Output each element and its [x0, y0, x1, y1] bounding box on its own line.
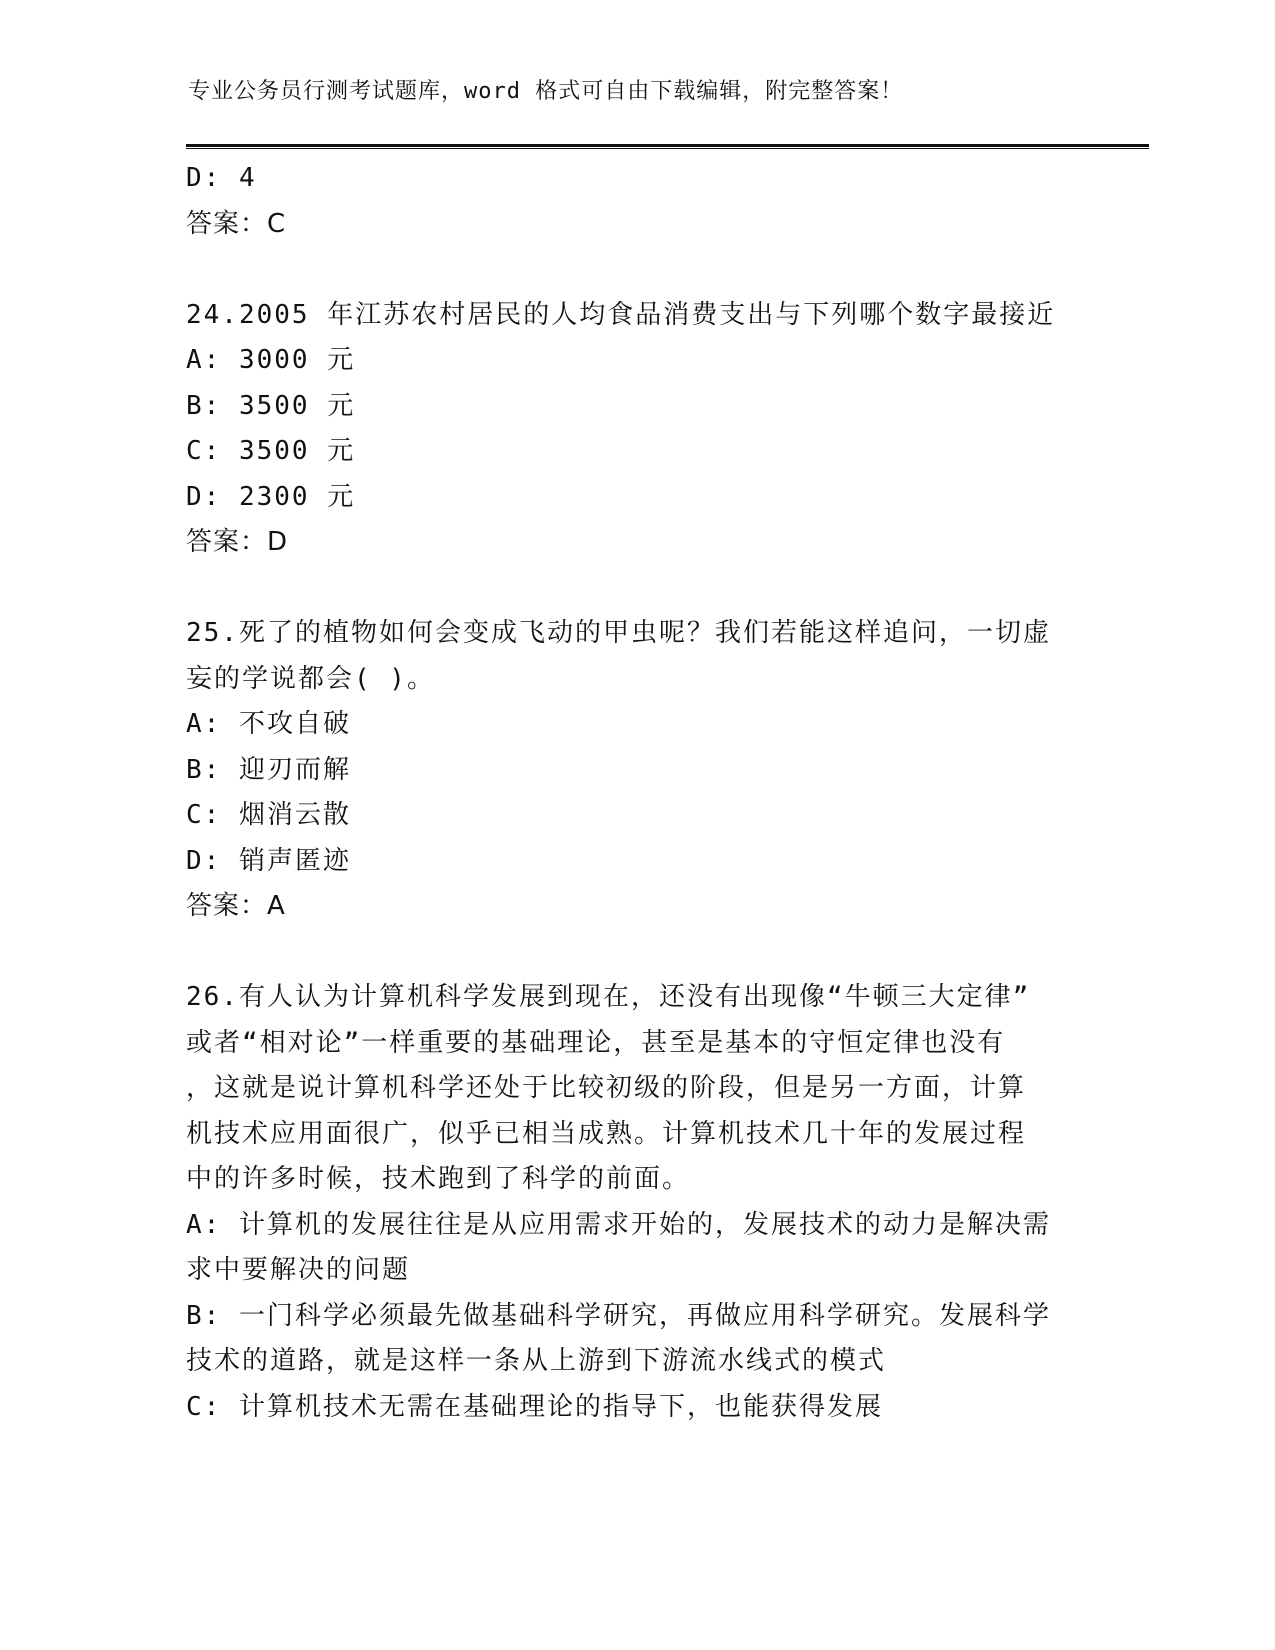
question-stem-line: 妄的学说都会( )。: [186, 663, 435, 694]
question-stem-line: 中的许多时候，技术跑到了科学的前面。: [186, 1164, 691, 1194]
option-d: D: 4: [186, 163, 257, 193]
option-c: C: 烟消云散: [186, 800, 351, 830]
question-25: [186, 611, 1086, 930]
answer-line: 答案：A: [186, 891, 286, 921]
question-stem-line: 26.有人认为计算机科学发展到现在，还没有出现像“牛顿三大定律”: [186, 982, 1031, 1012]
question-stem: 24.2005 年江苏农村居民的人均食品消费支出与下列哪个数字最接近: [186, 299, 1056, 330]
option-b-line: B: 一门科学必须最先做基础科学研究，再做应用科学研究。发展科学: [186, 1300, 1051, 1331]
question-stem-line: 机技术应用面很广，似乎已相当成熟。计算机技术几十年的发展过程: [186, 1118, 1027, 1149]
option-b-line: 技术的道路，就是这样一条从上游到下游流水线式的模式: [186, 1346, 887, 1376]
answer-line: 答案：D: [186, 527, 289, 557]
spacer: [186, 930, 1086, 976]
answer-line: 答案：C: [186, 208, 287, 239]
option-c: C: 3500 元: [186, 436, 356, 466]
option-d: D: 2300 元: [186, 481, 356, 512]
question-26: [186, 975, 1086, 1430]
header-divider: [186, 144, 1149, 149]
question-content: [186, 156, 1086, 1430]
option-a-line: 求中要解决的问题: [186, 1255, 411, 1285]
option-c-line: C: 计算机技术无需在基础理论的指导下，也能获得发展: [186, 1391, 883, 1422]
question-stem-line: 25.死了的植物如何会变成飞动的甲虫呢？我们若能这样追问，一切虚: [186, 618, 1051, 648]
option-d: D: 销声匿迹: [186, 845, 351, 876]
question-24: [186, 293, 1086, 566]
option-b: B: 3500 元: [186, 390, 356, 421]
option-a: A: 3000 元: [186, 345, 356, 375]
option-a: A: 不攻自破: [186, 709, 351, 739]
question-stem-line: ，这就是说计算机科学还处于比较初级的阶段，但是另一方面，计算: [186, 1073, 1027, 1103]
previous-question-tail: [186, 156, 1086, 247]
spacer: [186, 566, 1086, 612]
page-header-text: 专业公务员行测考试题库，word 格式可自由下载编辑，附完整答案！: [188, 79, 904, 104]
spacer: [186, 247, 1086, 293]
question-stem-line: 或者“相对论”一样重要的基础理论，甚至是基本的守恒定律也没有: [186, 1027, 1006, 1058]
option-a-line: A: 计算机的发展往往是从应用需求开始的，发展技术的动力是解决需: [186, 1209, 1051, 1240]
option-b: B: 迎刃而解: [186, 754, 351, 785]
